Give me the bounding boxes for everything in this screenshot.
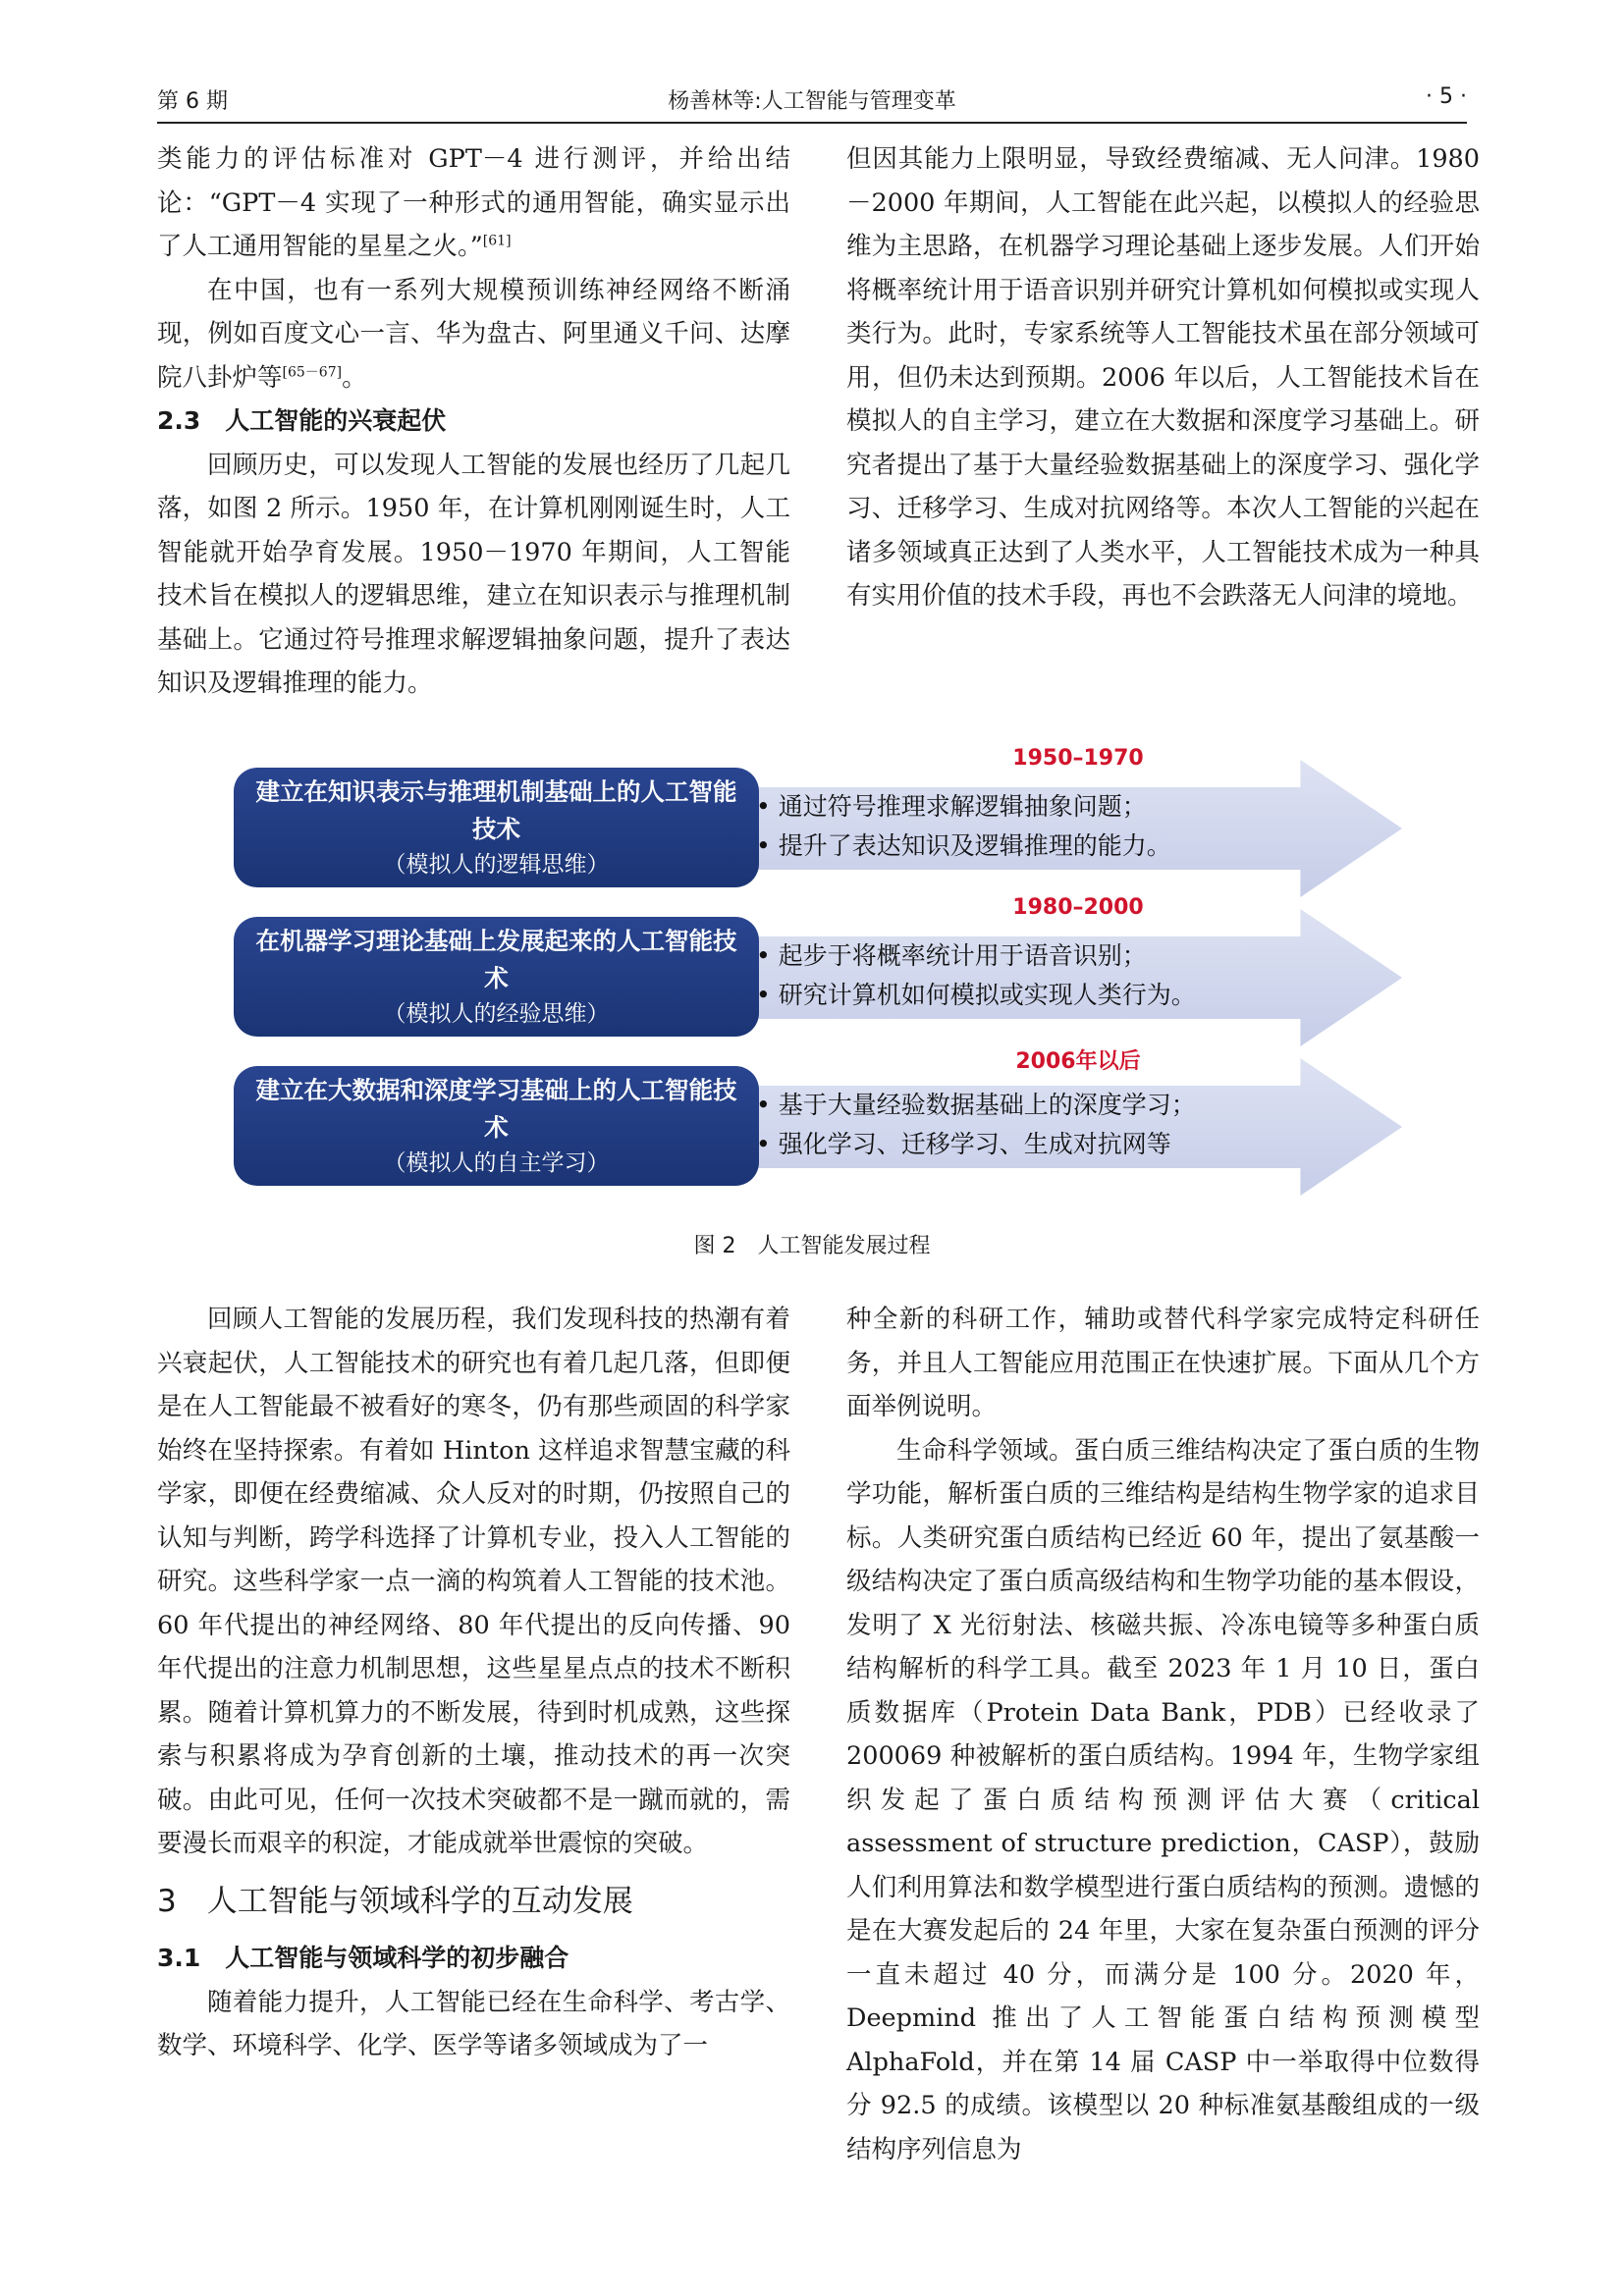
paragraph: 随着能力提升，人工智能已经在生命科学、考古学、数学、环境科学、化学、医学等诸多领域成为了一 <box>157 1987 790 2060</box>
figure-row-1980-2000 <box>234 895 1402 1033</box>
issue-number: 第 6 期 <box>157 89 228 114</box>
box-subtitle: （模拟人的自主学习） <box>383 1150 610 1176</box>
bottom-left-column <box>157 1298 790 2068</box>
bullet-item: • 起步于将概率统计用于语音识别； <box>756 941 1147 970</box>
page-number: · 5 · <box>1426 84 1467 109</box>
top-left-column <box>157 137 790 706</box>
section-heading-3: 3 人工智能与领域科学的互动发展 <box>157 1883 633 1919</box>
bullet-item: • 研究计算机如何模拟或实现人类行为。 <box>756 981 1196 1009</box>
figure-ai-development <box>234 746 1402 1207</box>
paragraph: 生命科学领域。蛋白质三维结构决定了蛋白质的生物学功能，解析蛋白质的三维结构是结构生物学家的追求目标。人类研究蛋白质结构已经近 60 年，提出了氨基酸一级结构决定了蛋白质高级结构和生物学功能的基本假设，发明了 X 光衍射法、核磁共振、冷冻电镜等多种蛋白质结构解析的科学工具。截至 2023 年 1 月 10 日，蛋白质数据库（Protein Data Bank，PDB）已经收录了 200069 种被解析的蛋白质结构。1994 年，生物学家组织发起了蛋白质结构预测评估大赛（critical assessment of structure prediction，CASP），鼓励人们利用算法和数学模型进行蛋白质结构的预测。遗憾的是在大赛发起后的 24 年里，大家在复杂蛋白预测的评分一直未超过 40 分，而满分是 100 分。2020 年，Deepmind 推出了人工智能蛋白结构预测模型 AlphaFold，并在第 14 届 CASP 中一举取得中位数得分 92.5 的成绩。该模型以 20 种标准氨基酸组成的一级结构序列信息为 <box>846 1435 1480 2164</box>
bullet-item: • 基于大量经验数据基础上的深度学习； <box>756 1091 1196 1119</box>
box-title: 建立在大数据和深度学习基础上的人工智能技术 <box>255 1076 737 1142</box>
period-label: 2006年以后 <box>1015 1049 1141 1074</box>
top-right-column <box>846 137 1480 618</box>
box-title: 在机器学习理论基础上发展起来的人工智能技术 <box>255 927 737 992</box>
paragraph: 种全新的科研工作，辅助或替代科学家完成特定科研任务，并且人工智能应用范围正在快速扩展。下面从几个方面举例说明。 <box>846 1305 1480 1421</box>
arrow-items <box>756 936 1196 1015</box>
arrow-items <box>756 787 1171 866</box>
bullet-item: • 提升了表达知识及逻辑推理的能力。 <box>756 831 1171 860</box>
paragraph: 但因其能力上限明显，导致经费缩减、无人问津。1980－2000 年期间，人工智能在此兴起，以模拟人的经验思维为主思路，在机器学习理论基础上逐步发展。人们开始将概率统计用于语音识别并研究计算机如何模拟或实现人类行为。此时，专家系统等人工智能技术虽在部分领域可用，但仍未达到预期。2006 年以后，人工智能技术旨在模拟人的自主学习，建立在大数据和深度学习基础上。研究者提出了基于大量经验数据基础上的深度学习、强化学习、迁移学习、生成对抗网络等。本次人工智能的兴起在诸多领域真正达到了人类水平，人工智能技术成为一种具有实用价值的技术手段，再也不会跌落无人问津的境地。 <box>846 144 1480 611</box>
bottom-right-column <box>846 1298 1480 2171</box>
arrow-items <box>756 1086 1196 1164</box>
tech-box <box>234 917 759 1037</box>
bullet-item: • 通过符号推理求解逻辑抽象问题； <box>756 792 1147 821</box>
paragraph: 在中国，也有一系列大规模预训练神经网络不断涌现，例如百度文心一言、华为盘古、阿里通义千问、达摩院八卦炉等[65－67]。 <box>157 275 790 393</box>
figure-caption: 图 2 人工智能发展过程 <box>693 1234 931 1258</box>
figure-row-2006 <box>234 1044 1402 1182</box>
section-heading-3-1: 3.1 人工智能与领域科学的初步融合 <box>157 1944 569 1972</box>
tech-box <box>234 768 759 887</box>
box-title: 建立在知识表示与推理机制基础上的人工智能技术 <box>255 777 737 843</box>
period-label: 1950–1970 <box>1012 746 1144 771</box>
header-rule <box>157 122 1467 124</box>
running-title: 杨善林等:人工智能与管理变革 <box>668 89 956 114</box>
running-header <box>157 84 1467 124</box>
citation: [61] <box>482 233 512 249</box>
bullet-item: • 强化学习、迁移学习、生成对抗网等 <box>756 1130 1171 1158</box>
period-label: 1980–2000 <box>1012 895 1144 920</box>
citation: [65－67] <box>282 364 343 380</box>
section-heading-2-3: 2.3 人工智能的兴衰起伏 <box>157 406 447 435</box>
paragraph: 类能力的评估标准对 GPT－4 进行测评，并给出结论：“GPT－4 实现了一种形式的通用智能，确实显示出了人工通用智能的星星之火。”[61] <box>157 144 790 261</box>
paragraph: 回顾人工智能的发展历程，我们发现科技的热潮有着兴衰起伏，人工智能技术的研究也有着几起几落，但即便是在人工智能最不被看好的寒冬，仍有那些顽固的科学家始终在坚持探索。有着如 Hinton 这样追求智慧宝藏的科学家，即便在经费缩减、众人反对的时期，仍按照自己的认知与判断，跨学科选择了计算机专业，投入人工智能的研究。这些科学家一点一滴的构筑着人工智能的技术池。60 年代提出的神经网络、80 年代提出的反向传播、90 年代提出的注意力机制思想，这些星星点点的技术不断积累。随着计算机算力的不断发展，待到时机成熟，这些探索与积累将成为孕育创新的土壤，推动技术的再一次突破。由此可见，任何一次技术突破都不是一蹴而就的，需要漫长而艰辛的积淀，才能成就举世震惊的突破。 <box>157 1305 790 1858</box>
box-subtitle: （模拟人的经验思维） <box>383 1001 610 1027</box>
figure-row-1950-1970 <box>234 746 1402 883</box>
paragraph: 回顾历史，可以发现人工智能的发展也经历了几起几落，如图 2 所示。1950 年，在计算机刚刚诞生时，人工智能就开始孕育发展。1950－1970 年期间，人工智能技术旨在模拟人的逻辑思维，建立在知识表示与推理机制基础上。它通过符号推理求解逻辑抽象问题，提升了表达知识及逻辑推理的能力。 <box>157 450 790 698</box>
tech-box <box>234 1066 759 1186</box>
box-subtitle: （模拟人的逻辑思维） <box>383 852 610 878</box>
